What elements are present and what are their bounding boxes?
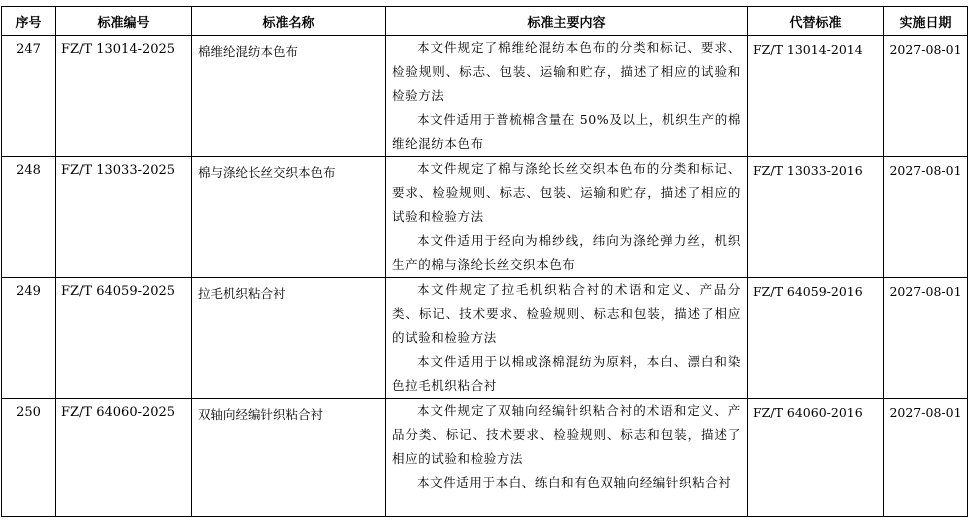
header-content: 标准主要内容 bbox=[386, 7, 748, 36]
row-no: 248 bbox=[2, 157, 56, 278]
content-paragraph-1: 本文件规定了拉毛机织粘合衬的术语和定义、产品分类、标记、技术要求、检验规则、标志和包装，描述了相应的试验和检验方法 bbox=[392, 282, 741, 345]
table-row bbox=[2, 36, 968, 157]
header-no: 序号 bbox=[2, 7, 56, 36]
content-paragraph-2: 本文件适用于以棉或涤棉混纺为原料，本白、漂白和染色拉毛机织粘合衬 bbox=[392, 354, 741, 393]
header-code: 标准编号 bbox=[56, 7, 192, 36]
row-code: FZ/T 64060-2025 bbox=[56, 399, 192, 517]
content-paragraph-2: 本文件适用于普梳棉含量在 50%及以上，机织生产的棉维纶混纺本色布 bbox=[392, 112, 741, 151]
row-content bbox=[386, 36, 748, 157]
standards-table bbox=[1, 6, 968, 517]
row-date: 2027-08-01 bbox=[884, 278, 968, 399]
row-name: 棉维纶混纺本色布 bbox=[192, 36, 386, 157]
row-date: 2027-08-01 bbox=[884, 36, 968, 157]
content-paragraph-1: 本文件规定了棉维纶混纺本色布的分类和标记、要求、检验规则、标志、包装、运输和贮存，描述了相应的试验和检验方法 bbox=[392, 40, 741, 103]
row-code: FZ/T 13014-2025 bbox=[56, 36, 192, 157]
content-paragraph-1: 本文件规定了棉与涤纶长丝交织本色布的分类和标记、要求、检验规则、标志、包装、运输和贮存，描述了相应的试验和检验方法 bbox=[392, 161, 741, 224]
table-row bbox=[2, 399, 968, 517]
row-content bbox=[386, 157, 748, 278]
table-row bbox=[2, 157, 968, 278]
row-code: FZ/T 13033-2025 bbox=[56, 157, 192, 278]
row-no: 250 bbox=[2, 399, 56, 517]
header-name: 标准名称 bbox=[192, 7, 386, 36]
header-replace: 代替标准 bbox=[748, 7, 884, 36]
row-no: 249 bbox=[2, 278, 56, 399]
content-paragraph-1: 本文件规定了双轴向经编针织粘合衬的术语和定义、产品分类、标记、技术要求、检验规则、标志和包装，描述了相应的试验和检验方法 bbox=[392, 403, 741, 466]
row-name: 双轴向经编针织粘合衬 bbox=[192, 399, 386, 517]
row-name: 棉与涤纶长丝交织本色布 bbox=[192, 157, 386, 278]
row-replace: FZ/T 13014-2014 bbox=[748, 36, 884, 157]
row-replace: FZ/T 64059-2016 bbox=[748, 278, 884, 399]
row-code: FZ/T 64059-2025 bbox=[56, 278, 192, 399]
row-replace: FZ/T 13033-2016 bbox=[748, 157, 884, 278]
row-content bbox=[386, 278, 748, 399]
header-date: 实施日期 bbox=[884, 7, 968, 36]
content-paragraph-2: 本文件适用于经向为棉纱线，纬向为涤纶弹力丝，机织生产的棉与涤纶长丝交织本色布 bbox=[392, 233, 741, 272]
row-date: 2027-08-01 bbox=[884, 399, 968, 517]
table-row bbox=[2, 278, 968, 399]
table-header-row bbox=[2, 7, 968, 36]
row-date: 2027-08-01 bbox=[884, 157, 968, 278]
row-name: 拉毛机织粘合衬 bbox=[192, 278, 386, 399]
content-paragraph-2: 本文件适用于本白、练白和有色双轴向经编针织粘合衬 bbox=[417, 475, 732, 490]
row-replace: FZ/T 64060-2016 bbox=[748, 399, 884, 517]
row-content bbox=[386, 399, 748, 517]
row-no: 247 bbox=[2, 36, 56, 157]
